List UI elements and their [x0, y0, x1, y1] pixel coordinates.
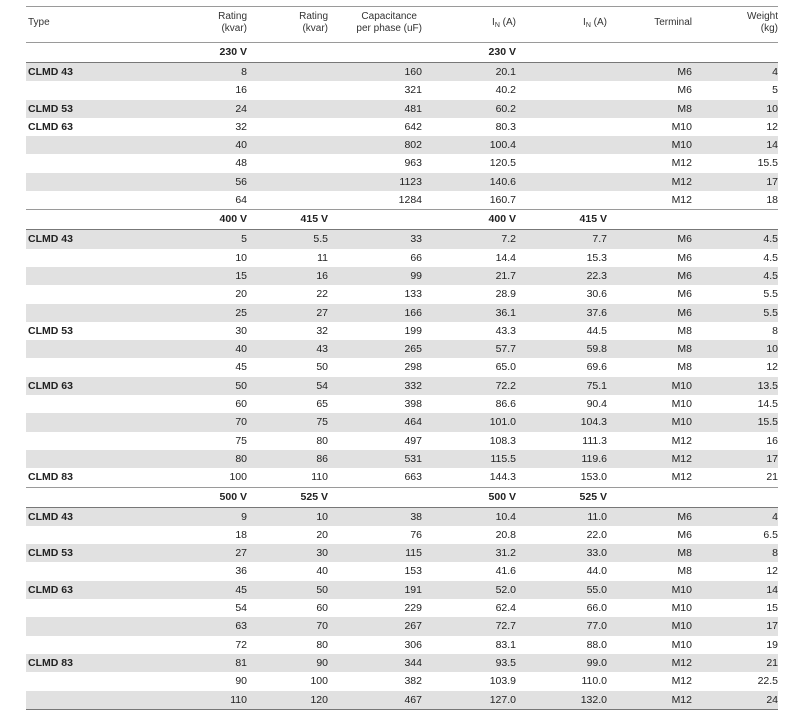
- cell-terminal: M10: [671, 120, 692, 133]
- cell-capacitance: 344: [404, 656, 422, 669]
- table-row: [26, 599, 778, 617]
- header-in1-letter: I: [492, 17, 495, 28]
- header-weight: Weight (kg): [747, 11, 778, 34]
- table-row: [26, 100, 778, 118]
- cell-weight: 14.5: [757, 398, 778, 411]
- cell-weight: 17: [766, 452, 778, 465]
- cell-capacitance: 160: [404, 66, 422, 78]
- cell-weight: 8: [772, 324, 778, 337]
- cell-current-1: 43.3: [495, 324, 516, 337]
- table-row: [26, 508, 778, 526]
- cell-current-2: 7.7: [592, 233, 607, 246]
- cell-weight: 17: [766, 175, 778, 188]
- cell-capacitance: 802: [404, 139, 422, 152]
- cell-current-2: 75.1: [586, 379, 607, 392]
- cell-rating-1: 50: [235, 379, 247, 392]
- cell-current-1: 20.1: [495, 66, 516, 78]
- cell-current-2: 66.0: [586, 602, 607, 615]
- cell-current-2: 33.0: [586, 547, 607, 560]
- cell-terminal: M10: [671, 379, 692, 392]
- cell-terminal: M6: [677, 288, 692, 301]
- cell-weight: 4.5: [763, 251, 778, 264]
- cell-rating-1: 90: [235, 675, 247, 688]
- cell-terminal: M6: [677, 251, 692, 264]
- cell-capacitance: 76: [410, 528, 422, 541]
- cell-rating-1: 70: [235, 416, 247, 429]
- cell-terminal: M8: [677, 102, 692, 115]
- table-row: [26, 544, 778, 562]
- cell-current-1: 36.1: [495, 306, 516, 319]
- cell-rating-1: 45: [235, 361, 247, 374]
- cell-terminal: M6: [677, 269, 692, 282]
- table-row: [26, 636, 778, 654]
- cell-rating-2: 54: [316, 379, 328, 392]
- cell-capacitance: 398: [404, 398, 422, 411]
- cell-rating-2: 65: [316, 398, 328, 411]
- header-terminal: Terminal: [654, 17, 692, 28]
- cell-current-1: 108.3: [489, 434, 516, 447]
- table-row: [26, 562, 778, 580]
- cell-capacitance: 321: [404, 84, 422, 97]
- cell-terminal: M12: [671, 175, 692, 188]
- cell-terminal: M8: [677, 324, 692, 337]
- voltage-r2: 415 V: [300, 213, 328, 226]
- cell-current-2: 15.3: [586, 251, 607, 264]
- cell-rating-2: 11: [317, 251, 328, 264]
- cell-current-2: 11.0: [587, 510, 607, 523]
- cell-weight: 21: [766, 656, 778, 669]
- cell-current-1: 144.3: [489, 471, 516, 484]
- cell-capacitance: 963: [404, 157, 422, 170]
- header-rating-1: Rating (kvar): [218, 11, 247, 34]
- cell-rating-1: 56: [235, 175, 247, 188]
- cell-type: CLMD 63: [28, 120, 73, 133]
- cell-terminal: M10: [671, 416, 692, 429]
- cell-terminal: M10: [671, 583, 692, 596]
- cell-rating-2: 50: [316, 361, 328, 374]
- cell-weight: 4: [772, 66, 778, 78]
- voltage-i1: 500 V: [488, 490, 516, 503]
- cell-current-1: 100.4: [489, 139, 516, 152]
- cell-rating-2: 80: [316, 434, 328, 447]
- cell-current-1: 93.5: [495, 656, 516, 669]
- cell-current-2: 30.6: [586, 288, 607, 301]
- cell-type: CLMD 43: [28, 233, 73, 246]
- cell-capacitance: 382: [404, 675, 422, 688]
- cell-rating-1: 25: [235, 306, 247, 319]
- cell-capacitance: 133: [404, 288, 422, 301]
- table-row: [26, 249, 778, 267]
- cell-terminal: M8: [677, 547, 692, 560]
- table-row: [26, 654, 778, 672]
- cell-type: CLMD 83: [28, 656, 73, 669]
- cell-rating-1: 32: [235, 120, 247, 133]
- cell-terminal: M10: [671, 139, 692, 152]
- cell-current-2: 104.3: [580, 416, 607, 429]
- cell-terminal: M10: [671, 620, 692, 633]
- cell-current-1: 62.4: [495, 602, 516, 615]
- table-row: [26, 581, 778, 599]
- cell-current-2: 22.0: [586, 528, 607, 541]
- cell-current-2: 59.8: [586, 343, 607, 356]
- cell-current-1: 83.1: [495, 638, 516, 651]
- table-row: [26, 617, 778, 635]
- cell-capacitance: 642: [404, 120, 422, 133]
- cell-weight: 14: [766, 583, 778, 596]
- voltage-row: [26, 487, 778, 508]
- cell-capacitance: 531: [404, 452, 422, 465]
- cell-rating-2: 40: [316, 565, 328, 578]
- cell-rating-1: 110: [230, 693, 247, 706]
- cell-weight: 17: [766, 620, 778, 633]
- cell-rating-1: 45: [235, 583, 247, 596]
- voltage-row: [26, 209, 778, 230]
- cell-weight: 12: [766, 361, 778, 374]
- cell-terminal: M6: [677, 233, 692, 246]
- cell-rating-2: 86: [316, 452, 328, 465]
- voltage-i1: 230 V: [488, 46, 516, 58]
- cell-capacitance: 497: [404, 434, 422, 447]
- cell-capacitance: 153: [404, 565, 422, 578]
- cell-weight: 5.5: [763, 288, 778, 301]
- cell-rating-1: 100: [229, 471, 247, 484]
- cell-weight: 18: [766, 194, 778, 207]
- cell-weight: 6.5: [763, 528, 778, 541]
- cell-terminal: M6: [677, 66, 692, 78]
- cell-terminal: M6: [677, 84, 692, 97]
- cell-weight: 12: [766, 120, 778, 133]
- cell-capacitance: 298: [404, 361, 422, 374]
- cell-terminal: M8: [677, 565, 692, 578]
- cell-weight: 14: [766, 139, 778, 152]
- cell-weight: 22.5: [757, 675, 778, 688]
- cell-weight: 4.5: [763, 233, 778, 246]
- voltage-r1: 230 V: [219, 46, 247, 58]
- voltage-r1: 400 V: [219, 213, 247, 226]
- table-row: [26, 672, 778, 690]
- cell-capacitance: 332: [404, 379, 422, 392]
- cell-capacitance: 1284: [398, 194, 422, 207]
- cell-rating-2: 70: [316, 620, 328, 633]
- cell-weight: 8: [772, 547, 778, 560]
- table-header: [26, 6, 778, 42]
- cell-rating-2: 75: [316, 416, 328, 429]
- table-row: [26, 432, 778, 450]
- cell-current-2: 90.4: [586, 398, 607, 411]
- cell-weight: 4.5: [763, 269, 778, 282]
- table-row: [26, 230, 778, 248]
- header-rated-current-1: [492, 17, 516, 32]
- cell-weight: 5: [772, 84, 778, 97]
- table-row: [26, 154, 778, 172]
- cell-current-1: 57.7: [495, 343, 516, 356]
- cell-rating-1: 18: [235, 528, 247, 541]
- cell-weight: 5.5: [763, 306, 778, 319]
- cell-current-1: 7.2: [501, 233, 516, 246]
- table-body: [26, 42, 778, 710]
- cell-rating-1: 72: [235, 638, 247, 651]
- cell-rating-2: 32: [316, 324, 328, 337]
- cell-weight: 19: [766, 638, 778, 651]
- cell-rating-2: 50: [316, 583, 328, 596]
- cell-rating-2: 22: [316, 288, 328, 301]
- cell-current-1: 72.2: [495, 379, 516, 392]
- voltage-i2: 415 V: [579, 213, 607, 226]
- cell-current-1: 28.9: [495, 288, 516, 301]
- cell-current-1: 140.6: [489, 175, 516, 188]
- cell-current-2: 37.6: [586, 306, 607, 319]
- cell-terminal: M6: [677, 510, 692, 523]
- cell-terminal: M12: [671, 693, 692, 706]
- cell-weight: 16: [766, 434, 778, 447]
- cell-terminal: M12: [671, 434, 692, 447]
- cell-capacitance: 229: [404, 602, 422, 615]
- cell-current-1: 65.0: [495, 361, 516, 374]
- header-in2-letter: I: [583, 17, 586, 28]
- voltage-row: [26, 42, 778, 63]
- cell-rating-2: 80: [316, 638, 328, 651]
- table-row: [26, 118, 778, 136]
- cell-capacitance: 66: [410, 251, 422, 264]
- header-in2-unit: (A): [590, 17, 607, 28]
- voltage-r2: 525 V: [300, 490, 328, 503]
- cell-current-2: 44.5: [586, 324, 607, 337]
- cell-current-2: 153.0: [580, 471, 607, 484]
- cell-weight: 12: [766, 565, 778, 578]
- cell-type: CLMD 53: [28, 102, 73, 115]
- header-in1-unit: (A): [499, 17, 516, 28]
- cell-current-2: 111.3: [582, 434, 607, 447]
- cell-current-2: 119.6: [581, 452, 607, 465]
- cell-type: CLMD 63: [28, 379, 73, 392]
- cell-capacitance: 265: [404, 343, 422, 356]
- cell-current-1: 20.8: [495, 528, 516, 541]
- table-row: [26, 413, 778, 431]
- table-row: [26, 322, 778, 340]
- cell-rating-1: 16: [235, 84, 247, 97]
- table-row: [26, 63, 778, 81]
- cell-rating-2: 120: [310, 693, 328, 706]
- cell-current-2: 22.3: [586, 269, 607, 282]
- cell-current-2: 88.0: [586, 638, 607, 651]
- cell-rating-1: 64: [235, 194, 247, 207]
- cell-current-2: 69.6: [586, 361, 607, 374]
- cell-rating-1: 40: [235, 343, 247, 356]
- cell-current-1: 160.7: [489, 194, 516, 207]
- cell-terminal: M10: [671, 602, 692, 615]
- cell-current-1: 115.5: [490, 452, 516, 465]
- cell-capacitance: 38: [410, 510, 422, 523]
- cell-type: CLMD 83: [28, 471, 73, 484]
- cell-current-1: 60.2: [495, 102, 516, 115]
- cell-rating-2: 5.5: [313, 233, 328, 246]
- cell-weight: 21: [766, 471, 778, 484]
- cell-rating-1: 9: [241, 510, 247, 523]
- table-row: [26, 304, 778, 322]
- cell-terminal: M12: [671, 656, 692, 669]
- header-rated-current-2: [583, 17, 607, 32]
- cell-capacitance: 464: [404, 416, 422, 429]
- voltage-i2: 525 V: [579, 490, 607, 503]
- cell-rating-2: 20: [316, 528, 328, 541]
- cell-rating-1: 75: [235, 434, 247, 447]
- cell-rating-2: 90: [316, 656, 328, 669]
- cell-terminal: M6: [677, 306, 692, 319]
- cell-type: CLMD 53: [28, 547, 73, 560]
- cell-terminal: M8: [677, 343, 692, 356]
- cell-weight: 13.5: [757, 379, 778, 392]
- cell-capacitance: 33: [410, 233, 422, 246]
- cell-rating-1: 60: [235, 398, 247, 411]
- cell-weight: 15.5: [757, 416, 778, 429]
- cell-current-1: 21.7: [495, 269, 516, 282]
- cell-capacitance: 467: [404, 693, 422, 706]
- table-row: [26, 191, 778, 209]
- table-row: [26, 468, 778, 486]
- cell-rating-1: 54: [235, 602, 247, 615]
- table-row: [26, 340, 778, 358]
- table-row: [26, 526, 778, 544]
- cell-current-1: 41.6: [495, 565, 516, 578]
- table-row: [26, 136, 778, 154]
- cell-capacitance: 166: [404, 306, 422, 319]
- cell-current-1: 10.4: [495, 510, 516, 523]
- cell-terminal: M12: [671, 194, 692, 207]
- cell-capacitance: 481: [404, 102, 422, 115]
- table-row: [26, 377, 778, 395]
- cell-rating-1: 48: [235, 157, 247, 170]
- cell-rating-2: 60: [316, 602, 328, 615]
- cell-rating-1: 36: [235, 565, 247, 578]
- cell-capacitance: 1123: [399, 175, 422, 188]
- cell-current-1: 101.0: [489, 416, 516, 429]
- table-row: [26, 450, 778, 468]
- cell-terminal: M12: [671, 157, 692, 170]
- cell-rating-2: 30: [316, 547, 328, 560]
- cell-capacitance: 99: [410, 269, 422, 282]
- cell-weight: 24: [766, 693, 778, 706]
- cell-capacitance: 267: [404, 620, 422, 633]
- cell-rating-1: 81: [235, 656, 247, 669]
- cell-rating-2: 43: [316, 343, 328, 356]
- cell-rating-1: 5: [241, 233, 247, 246]
- cell-rating-1: 24: [235, 102, 247, 115]
- header-in2-sub: N: [585, 22, 591, 29]
- cell-current-1: 31.2: [495, 547, 516, 560]
- cell-rating-2: 10: [316, 510, 328, 523]
- cell-rating-2: 27: [316, 306, 328, 319]
- cell-type: CLMD 53: [28, 324, 73, 337]
- cell-rating-1: 15: [235, 269, 247, 282]
- cell-current-2: 132.0: [580, 693, 607, 706]
- cell-terminal: M12: [671, 675, 692, 688]
- cell-weight: 15: [766, 602, 778, 615]
- cell-weight: 15.5: [757, 157, 778, 170]
- cell-current-1: 127.0: [489, 693, 516, 706]
- cell-terminal: M6: [677, 528, 692, 541]
- cell-current-1: 14.4: [495, 251, 516, 264]
- cell-capacitance: 191: [404, 583, 422, 596]
- cell-rating-1: 63: [235, 620, 247, 633]
- cell-rating-2: 16: [316, 269, 328, 282]
- cell-current-1: 80.3: [495, 120, 516, 133]
- cell-rating-1: 80: [235, 452, 247, 465]
- cell-current-2: 55.0: [586, 583, 607, 596]
- capacitor-spec-table: [26, 6, 778, 710]
- cell-rating-2: 100: [310, 675, 328, 688]
- cell-capacitance: 199: [404, 324, 422, 337]
- header-in1-sub: N: [494, 22, 500, 29]
- cell-capacitance: 663: [404, 471, 422, 484]
- cell-rating-1: 8: [241, 66, 247, 78]
- cell-rating-1: 30: [235, 324, 247, 337]
- voltage-r1: 500 V: [219, 490, 247, 503]
- voltage-i1: 400 V: [488, 213, 516, 226]
- cell-current-1: 72.7: [495, 620, 516, 633]
- cell-terminal: M12: [671, 452, 692, 465]
- cell-current-1: 52.0: [495, 583, 516, 596]
- cell-current-2: 77.0: [586, 620, 607, 633]
- cell-current-1: 103.9: [489, 675, 516, 688]
- cell-terminal: M10: [671, 638, 692, 651]
- table-row: [26, 285, 778, 303]
- cell-current-1: 120.5: [489, 157, 516, 170]
- cell-current-2: 44.0: [586, 565, 607, 578]
- cell-weight: 4: [772, 510, 778, 523]
- table-row: [26, 395, 778, 413]
- cell-current-2: 110.0: [581, 675, 607, 688]
- cell-terminal: M12: [671, 471, 692, 484]
- cell-current-2: 99.0: [586, 656, 607, 669]
- table-row: [26, 267, 778, 285]
- cell-weight: 10: [766, 102, 778, 115]
- table-row: [26, 691, 778, 710]
- header-capacitance: Capacitance per phase (uF): [356, 11, 422, 34]
- table-row: [26, 358, 778, 376]
- cell-type: CLMD 63: [28, 583, 73, 596]
- cell-type: CLMD 43: [28, 66, 73, 78]
- cell-rating-1: 40: [235, 139, 247, 152]
- cell-weight: 10: [766, 343, 778, 356]
- cell-terminal: M10: [671, 398, 692, 411]
- cell-type: CLMD 43: [28, 510, 73, 523]
- table-row: [26, 173, 778, 191]
- header-rating-2: Rating (kvar): [299, 11, 328, 34]
- cell-current-1: 40.2: [495, 84, 516, 97]
- cell-capacitance: 306: [404, 638, 422, 651]
- table-row: [26, 81, 778, 99]
- cell-rating-2: 110: [311, 471, 328, 484]
- cell-rating-1: 10: [235, 251, 247, 264]
- cell-rating-1: 20: [235, 288, 247, 301]
- cell-rating-1: 27: [235, 547, 247, 560]
- cell-capacitance: 115: [405, 547, 422, 560]
- cell-terminal: M8: [677, 361, 692, 374]
- header-type: Type: [28, 17, 50, 28]
- cell-current-1: 86.6: [495, 398, 516, 411]
